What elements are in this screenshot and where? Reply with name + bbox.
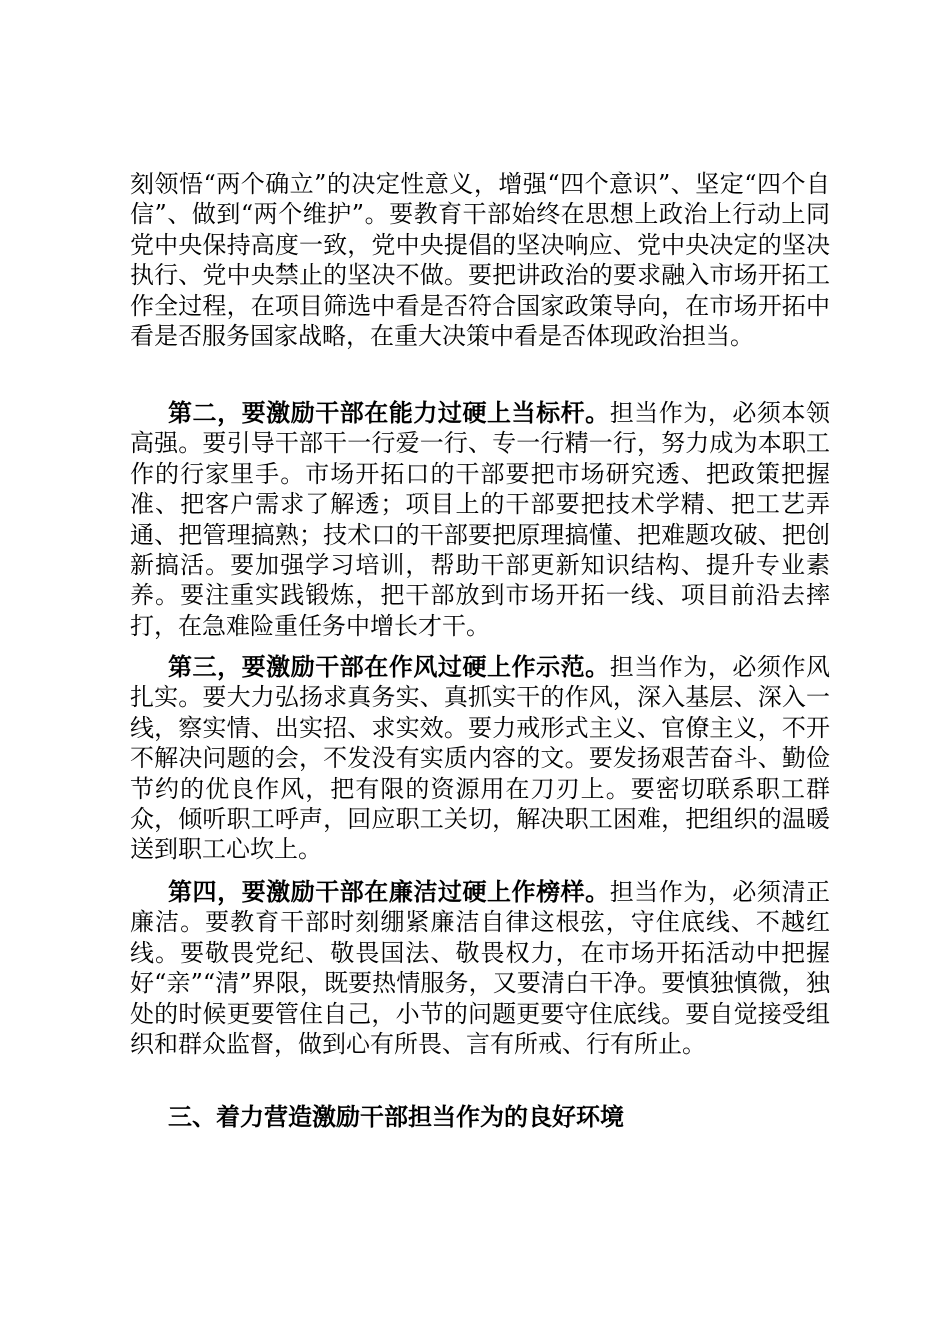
- body-paragraph-continued: [130, 169, 830, 351]
- paragraph-text: 担当作为，必须清正廉洁。要教育干部时刻绷紧廉洁自律这根弦，守住底线、不越红线。要敬畏党纪、敬畏国法、敬畏权力，在市场开拓活动中把握好“亲”“清”界限，既要热情服务，又要清白干净。要慎独慎微，独处的时候更要管住自己，小节的问题更要守住底线。要自觉接受组织和群众监督，做到心有所畏、言有所戒、行有所止。: [130, 878, 831, 1059]
- paragraph-lead: 第四，要激励干部在廉洁过硬上作榜样。: [168, 878, 610, 906]
- paragraph-text: 刻领悟“两个确立”的决定性意义，增强“四个意识”、坚定“四个自信”、做到“两个维护”。要教育干部始终在思想上政治上行动上同党中央保持高度一致，党中央提倡的坚决响应、党中央决定的坚决执行、党中央禁止的坚决不做。要把讲政治的要求融入市场开拓工作全过程，在项目筛选中看是否符合国家政策导向，在市场开拓中看是否服务国家战略，在重大决策中看是否体现政治担当。: [130, 170, 830, 351]
- body-paragraph-integrity: [130, 877, 830, 1059]
- paragraph-text: 担当作为，必须本领高强。要引导干部干一行爱一行、专一行精一行，努力成为本职工作的行家里手。市场开拓口的干部要把市场研究透、把政策把握准、把客户需求了解透；项目上的干部要把技术学精、把工艺弄通、把管理搞熟；技术口的干部要把原理搞懂、把难题攻破、把创新搞活。要加强学习培训，帮助干部更新知识结构、提升专业素养。要注重实践锻炼，把干部放到市场开拓一线、项目前沿去摔打，在急难险重任务中增长才干。: [130, 399, 831, 640]
- body-paragraph-ability: [130, 398, 830, 641]
- paragraph-lead: 第三，要激励干部在作风过硬上作示范。: [168, 653, 610, 681]
- paragraph-lead: 第二，要激励干部在能力过硬上当标杆。: [168, 399, 610, 427]
- section-heading: 三、着力营造激励干部担当作为的良好环境: [168, 1103, 624, 1131]
- body-paragraph-style: [130, 652, 830, 865]
- paragraph-text: 担当作为，必须作风扎实。要大力弘扬求真务实、真抓实干的作风，深入基层、深入一线，察实情、出实招、求实效。要力戒形式主义、官僚主义，不开不解决问题的会，不发没有实质内容的文。要发扬艰苦奋斗、勤俭节约的优良作风，把有限的资源用在刀刃上。要密切联系职工群众，倾听职工呼声，回应职工关切，解决职工困难，把组织的温暖送到职工心坎上。: [130, 653, 831, 864]
